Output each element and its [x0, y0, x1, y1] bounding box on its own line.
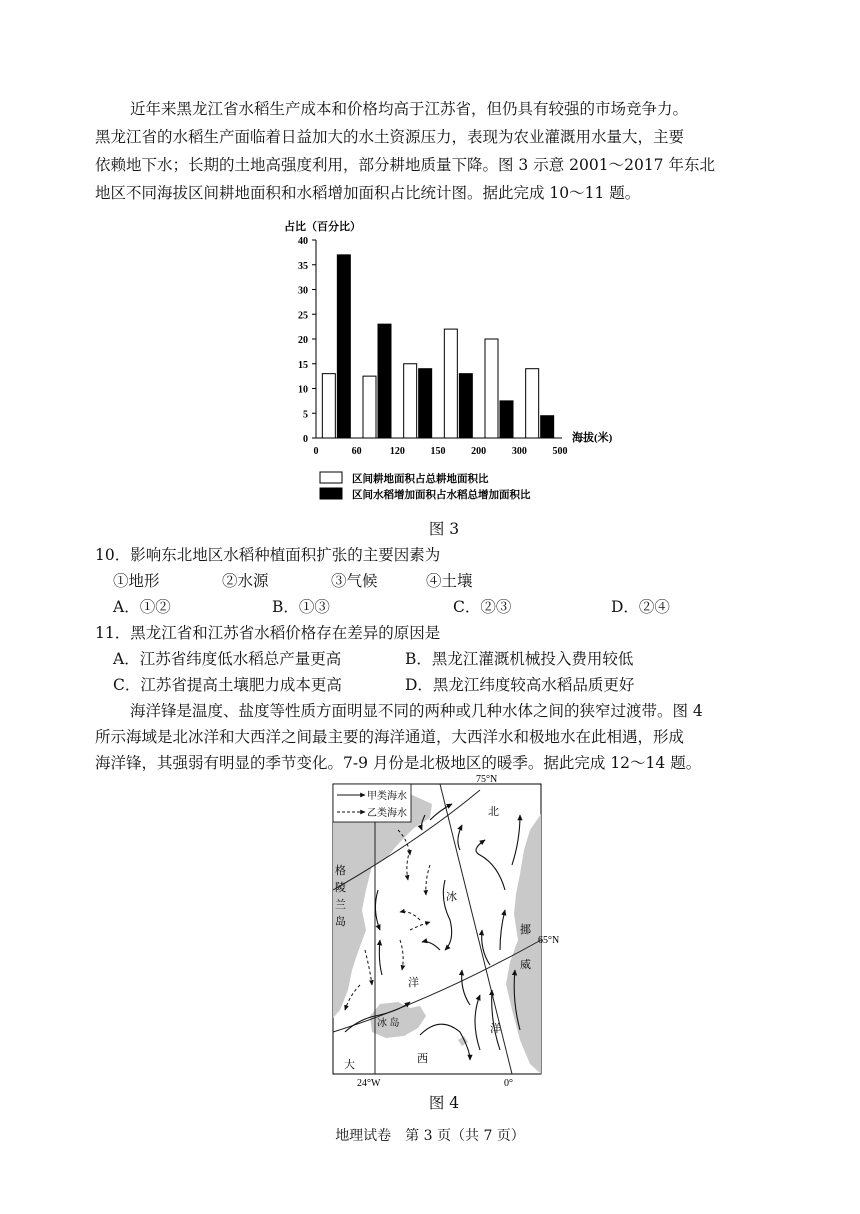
- atlantic-char-3: 洋: [490, 1023, 501, 1035]
- x-tick-label: 150: [430, 446, 446, 457]
- intro1-line-2: 黑龙江省的水稻生产面临着日益加大的水土资源压力，表现为农业灌溉用水量大，主要: [95, 128, 685, 146]
- sea-char-3: 洋: [408, 977, 419, 989]
- sea-char-1: 北: [488, 806, 499, 818]
- legend-label-b: 乙类海水: [367, 808, 407, 819]
- y-tick-label: 40: [298, 236, 308, 247]
- q11-option-d[interactable]: D．黑龙江纬度较高水稻品质更好: [405, 676, 635, 694]
- bar-farmland-share-1: [363, 376, 376, 438]
- bar-rice-increase-share-4: [500, 401, 513, 438]
- bar-rice-increase-share-5: [541, 416, 554, 438]
- q11-option-b[interactable]: B．黑龙江灌溉机械投入费用较低: [405, 650, 634, 668]
- norway-char-1: 挪: [520, 924, 531, 936]
- q10-item-3: ③气候: [331, 572, 378, 590]
- lon-24w-label: 24°W: [357, 1078, 381, 1089]
- q11-option-a[interactable]: A．江苏省纬度低水稻总产量更高: [113, 650, 342, 668]
- q10-item-4: ④土壤: [426, 572, 473, 590]
- greenland-char-1: 格: [335, 865, 346, 877]
- q10-option-d[interactable]: D．②④: [611, 598, 670, 616]
- greenland-char-2: 陵: [335, 882, 346, 894]
- q10-stem: 10．影响东北地区水稻种植面积扩张的主要因素为: [95, 546, 441, 564]
- q11-option-c[interactable]: C．江苏省提高土壤肥力成本更高: [113, 676, 342, 694]
- lon-0-label: 0°: [504, 1078, 513, 1089]
- legend-swatch-white: [320, 472, 342, 483]
- y-tick-label: 15: [298, 359, 308, 371]
- x-tick-label: 300: [511, 446, 527, 457]
- legend-label-a: 甲类海水: [367, 791, 407, 802]
- bar-rice-increase-share-1: [378, 324, 391, 438]
- atlantic-char-2: 西: [417, 1053, 428, 1065]
- bar-rice-increase-share-0: [337, 255, 350, 438]
- x-tick-label: 60: [351, 446, 362, 457]
- lat-75-label: 75°N: [476, 774, 498, 785]
- y-tick-label: 10: [298, 384, 308, 396]
- atlantic-char-1: 大: [344, 1059, 355, 1071]
- bar-farmland-share-2: [404, 364, 417, 438]
- legend-label-black: 区间水稻增加面积占水稻总增加面积比: [352, 490, 531, 501]
- q10-item-1: ①地形: [113, 572, 160, 590]
- bar-rice-increase-share-3: [459, 374, 472, 438]
- figure-3-caption: 图 3: [428, 520, 460, 538]
- chart-xlabel: 海拔(米): [572, 432, 613, 444]
- y-tick-label: 35: [298, 260, 308, 272]
- bar-farmland-share-5: [526, 369, 539, 438]
- y-tick-label: 30: [298, 285, 308, 297]
- intro2-line-2: 所示海域是北冰洋和大西洋之间最主要的海洋通道，大西洋水和极地水在此相遇，形成: [95, 728, 685, 746]
- y-tick-label: 20: [298, 335, 308, 346]
- bar-farmland-share-3: [444, 329, 457, 438]
- q10-option-b[interactable]: B．①③: [272, 598, 330, 616]
- figure-4-caption: 图 4: [428, 1094, 460, 1112]
- q10-option-a[interactable]: A．①②: [113, 598, 171, 616]
- figure-3-bar-chart: [0, 210, 860, 510]
- q10-option-c[interactable]: C．②③: [453, 598, 512, 616]
- legend-label-white: 区间耕地面积占总耕地面积比: [352, 474, 489, 485]
- intro1-line-4: 地区不同海拔区间耕地面积和水稻增加面积占比统计图。据此完成 10～11 题。: [95, 184, 641, 202]
- norway-char-2: 威: [520, 959, 531, 971]
- intro2-line-1: 海洋锋是温度、盐度等性质方面明显不同的两种或几种水体之间的狭窄过渡带。图 4: [130, 702, 703, 720]
- q11-stem: 11．黑龙江省和江苏省水稻价格存在差异的原因是: [95, 624, 441, 642]
- chart-ylabel: 占比（百分比）: [284, 221, 361, 233]
- y-tick-label: 5: [303, 409, 308, 421]
- greenland-char-4: 岛: [335, 916, 346, 928]
- page-footer: 地理试卷 第 3 页（共 7 页）: [335, 1128, 525, 1144]
- bar-farmland-share-0: [322, 374, 335, 438]
- legend-swatch-black: [320, 488, 342, 499]
- y-tick-label: 25: [298, 310, 308, 322]
- sea-char-2: 冰: [446, 891, 457, 903]
- bar-rice-increase-share-2: [419, 369, 432, 438]
- figure-4-map: [0, 770, 860, 1090]
- greenland-char-3: 兰: [335, 899, 346, 911]
- y-tick-label: 0: [303, 434, 308, 445]
- x-tick-label: 200: [471, 446, 487, 457]
- intro1-line-3: 依赖地下水；长期的土地高强度利用，部分耕地质量下降。图 3 示意 2001～2017 年东北: [95, 156, 715, 174]
- q10-item-2: ②水源: [222, 572, 269, 590]
- x-tick-label: 120: [389, 446, 405, 457]
- intro2-line-3: 海洋锋，其强弱有明显的季节变化。7-9 月份是北极地区的暖季。据此完成 12～14 题。: [95, 754, 702, 772]
- x-tick-label: 500: [552, 446, 568, 457]
- intro1-line-1: 近年来黑龙江省水稻生产成本和价格均高于江苏省，但仍具有较强的市场竞争力。: [130, 100, 689, 118]
- x-tick-label: 0: [313, 446, 319, 457]
- bar-farmland-share-4: [485, 339, 498, 438]
- lat-65-label: 65°N: [538, 935, 560, 946]
- iceland-label: 冰 岛: [377, 1018, 400, 1029]
- chart-legend: [320, 472, 531, 501]
